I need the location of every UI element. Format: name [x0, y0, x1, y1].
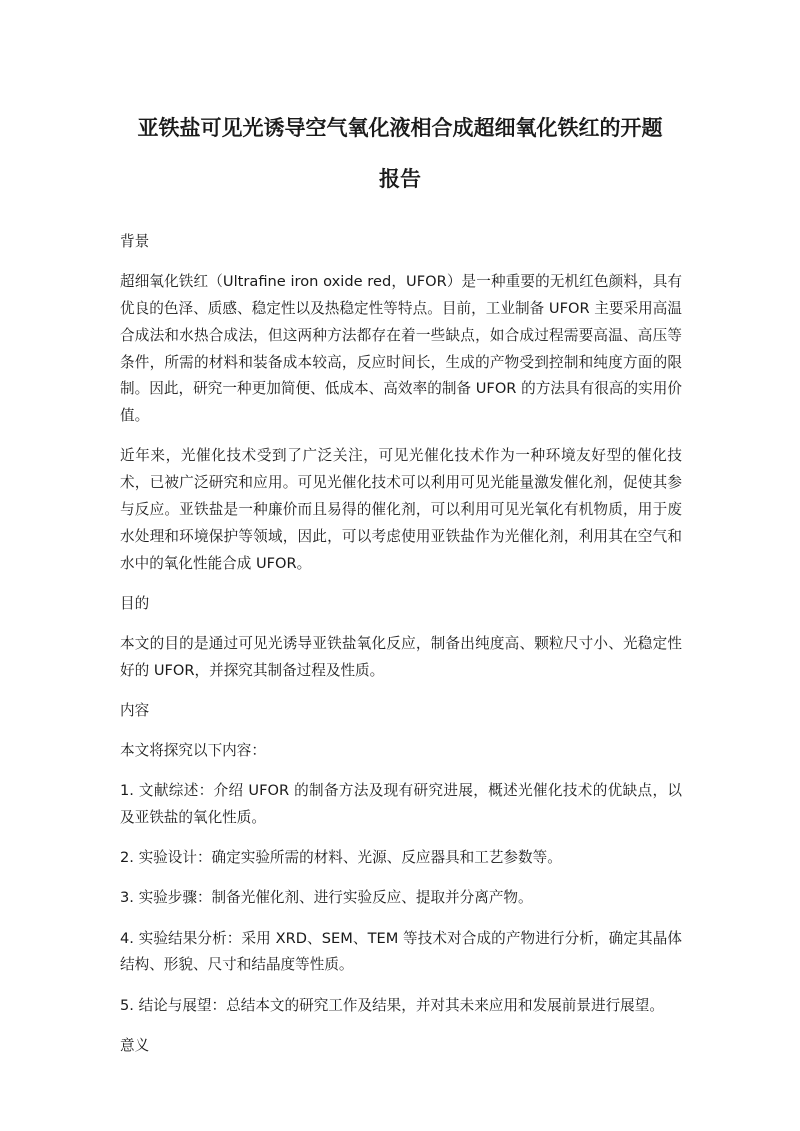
document-title-line2: 报告	[379, 167, 421, 191]
section-heading-significance: 意义	[120, 1036, 150, 1054]
background-paragraph-2: 近年来，光催化技术受到了广泛关注，可见光催化技术作为一种环境友好型的催化技术，已被广泛研究和应用。可见光催化技术可以利用可见光能量激发催化剂，促使其参与反应。亚铁盐是一种廉价而且易得的催化剂，可以利用可见光氧化有机物质，用于废水处理和环境保护等领域，因此，可以考虑使用亚铁盐作为光催化剂，利用其在空气和水中的氧化性能合成 UFOR。	[120, 447, 682, 572]
content-list-item: 1. 文献综述：介绍 UFOR 的制备方法及现有研究进展，概述光催化技术的优缺点，以及亚铁盐的氧化性质。	[120, 782, 682, 827]
section-heading-purpose: 目的	[120, 594, 150, 612]
document-body	[120, 229, 682, 1073]
document-title-line1: 亚铁盐可见光诱导空气氧化液相合成超细氧化铁红的开题	[137, 116, 663, 140]
purpose-paragraph: 本文的目的是通过可见光诱导亚铁盐氧化反应，制备出纯度高、颗粒尺寸小、光稳定性好的 UFOR，并探究其制备过程及性质。	[120, 634, 682, 679]
section-heading-content: 内容	[120, 701, 150, 719]
content-intro: 本文将探究以下内容：	[120, 742, 266, 760]
background-paragraph-1: 超细氧化铁红（Ultrafine iron oxide red，UFOR）是一种重要的无机红色颜料，具有优良的色泽、质感、稳定性以及热稳定性等特点。目前，工业制备 UFOR 主要采用高温合成法和水热合成法，但这两种方法都存在着一些缺点，如合成过程需要高温、高压等条件，所需的材料和装备成本较高，反应时间长，生成的产物受到控制和纯度方面的限制。因此，研究一种更加简便、低成本、高效率的制备 UFOR 的方法具有很高的实用价值。	[120, 273, 682, 425]
content-list-item: 4. 实验结果分析：采用 XRD、SEM、TEM 等技术对合成的产物进行分析，确定其晶体结构、形貌、尺寸和结晶度等性质。	[120, 929, 682, 974]
section-heading-background: 背景	[120, 233, 150, 250]
content-list-item: 2. 实验设计：确定实验所需的材料、光源、反应器具和工艺参数等。	[120, 849, 562, 867]
content-list-item: 3. 实验步骤：制备光催化剂、进行实验反应、提取并分离产物。	[120, 889, 533, 907]
content-list-item: 5. 结论与展望：总结本文的研究工作及结果，并对其未来应用和发展前景进行展望。	[120, 996, 664, 1014]
